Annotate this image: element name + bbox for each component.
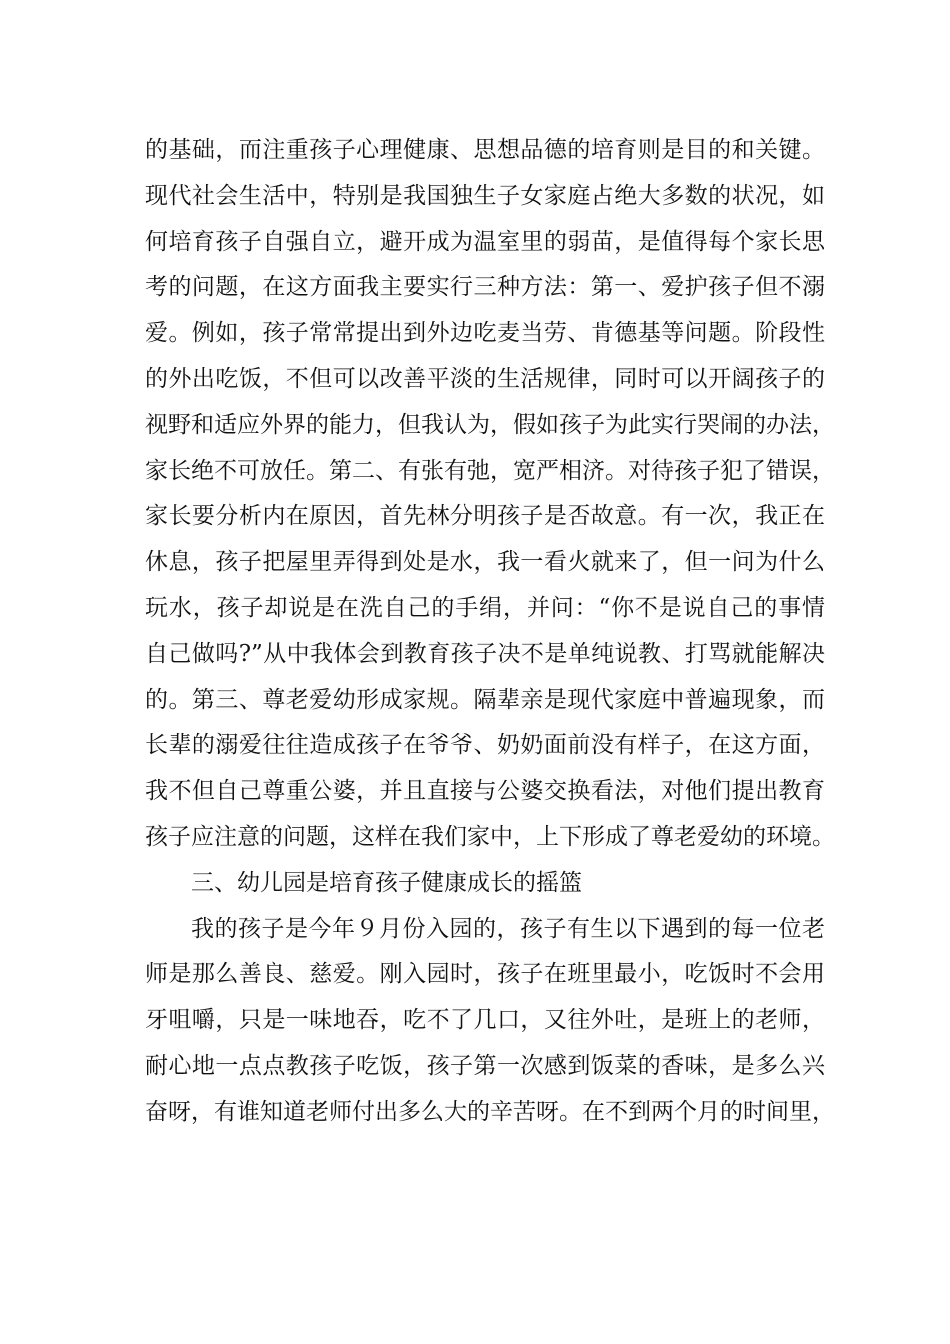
text-line: 我不但自己尊重公婆，并且直接与公婆交换看法，对他们提出教育 (145, 778, 825, 805)
text-line: 家长绝不可放任。第二、有张有弛，宽严相济。对待孩子犯了错误， (145, 457, 835, 484)
text-line: 耐心地一点点教孩子吃饭，孩子第一次感到饭菜的香味，是多么兴 (145, 1052, 825, 1079)
text-line: 何培育孩子自强自立，避开成为温室里的弱苗，是值得每个家长思 (145, 228, 825, 255)
text-line: 的基础，而注重孩子心理健康、思想品德的培育则是目的和关键。 (145, 137, 825, 163)
text-line: 长辈的溺爱往往造成孩子在爷爷、奶奶面前没有样子，在这方面， (145, 732, 825, 759)
text-line: 自己做吗?”从中我体会到教育孩子决不是单纯说教、打骂就能解决 (145, 640, 825, 667)
text-line: 奋呀，有谁知道老师付出多么大的辛苦呀。在不到两个月的时间里， (145, 1098, 835, 1125)
text-line: 师是那么善良、慈爱。刚入园时，孩子在班里最小，吃饭时不会用 (145, 961, 825, 988)
document-body (145, 128, 835, 1136)
text-line: 牙咀嚼，只是一味地吞，吃不了几口，又往外吐，是班上的老师， (145, 1007, 825, 1034)
text-line: 的外出吃饭，不但可以改善平淡的生活规律，同时可以开阔孩子的 (145, 365, 825, 392)
text-line: 现代社会生活中，特别是我国独生子女家庭占绝大多数的状况，如 (145, 182, 825, 209)
text-line: 家长要分析内在原因，首先林分明孩子是否故意。有一次，我正在 (145, 503, 825, 530)
text-line: 玩水，孩子却说是在洗自己的手绢，并问：“你不是说自己的事情 (145, 594, 825, 621)
text-line: 视野和适应外界的能力，但我认为，假如孩子为此实行哭闹的办法， (145, 411, 835, 438)
text-line: 爱。例如，孩子常常提出到外边吃麦当劳、肯德基等问题。阶段性 (145, 320, 825, 347)
text-line: 考的问题，在这方面我主要实行三种方法：第一、爱护孩子但不溺 (145, 274, 825, 301)
text-line: 的。第三、尊老爱幼形成家规。隔辈亲是现代家庭中普遍现象，而 (145, 686, 825, 713)
text-line: 休息，孩子把屋里弄得到处是水，我一看火就来了，但一问为什么 (145, 549, 825, 576)
section-heading: 三、幼儿园是培育孩子健康成长的摇篮 (191, 869, 582, 896)
text-line: 孩子应注意的问题，这样在我们家中，上下形成了尊老爱幼的环境。 (145, 823, 835, 850)
paragraph-first-line: 我的孩子是今年９月份入园的，孩子有生以下遇到的每一位老 (191, 915, 825, 942)
